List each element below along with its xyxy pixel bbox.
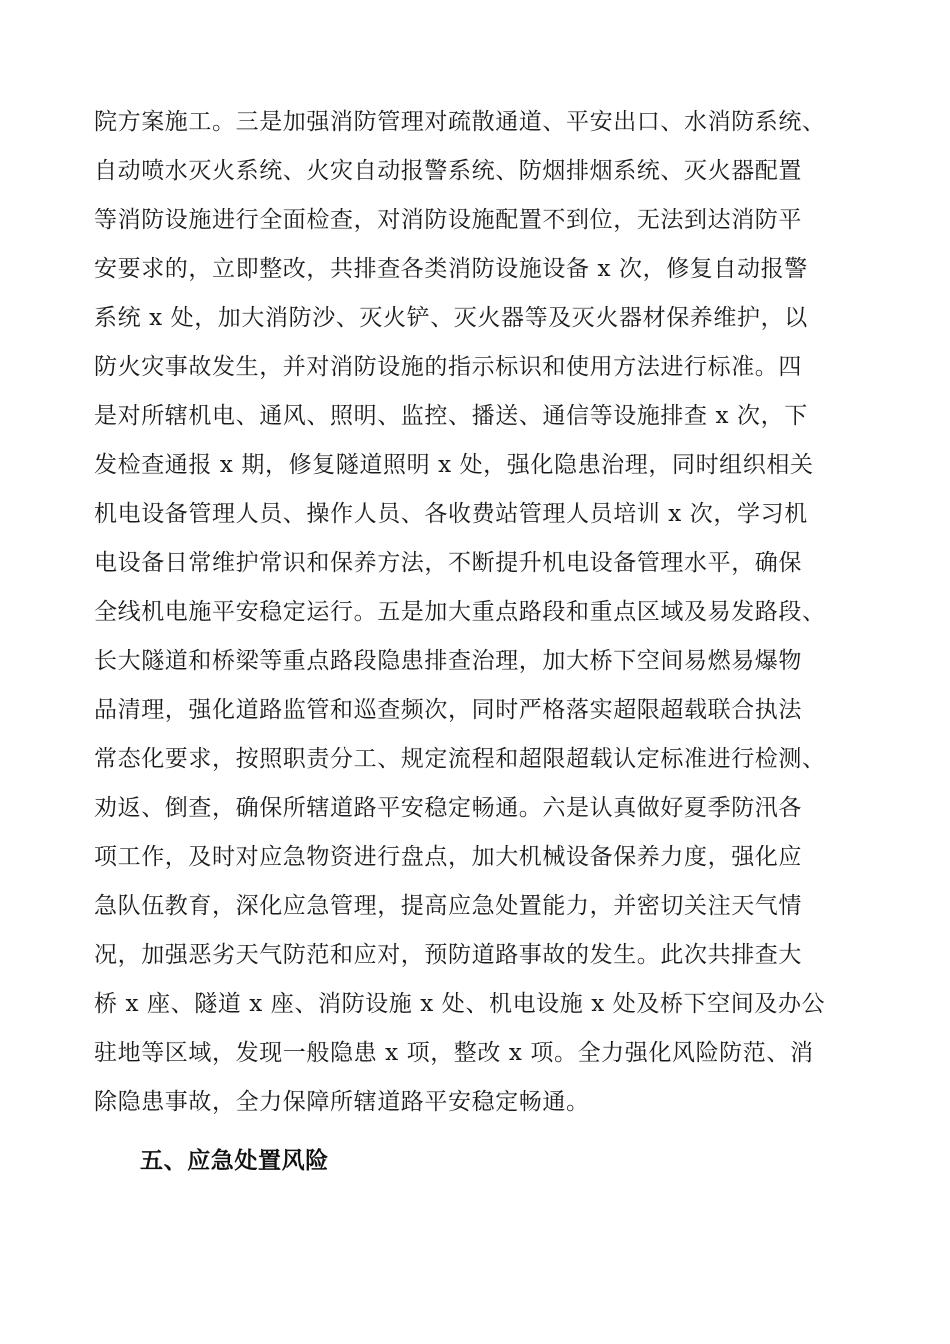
paragraph-line: 防火灾事故发生，并对消防设施的指示标识和使用方法进行标准。四 <box>94 354 802 380</box>
paragraph-line: 系统 x 处，加大消防沙、灭火铲、灭火器等及灭火器材保养维护，以 <box>94 305 808 331</box>
paragraph-line: 品清理，强化道路监管和巡查频次，同时严格落实超限超载联合执法 <box>94 697 802 723</box>
paragraph-line: 急队伍教育，深化应急管理，提高应急处置能力，并密切关注天气情 <box>94 893 802 919</box>
paragraph-line: 况，加强恶劣天气防范和应对，预防道路事故的发生。此次共排查大 <box>94 942 802 968</box>
paragraph-line: 是对所辖机电、通风、照明、监控、播送、通信等设施排查 x 次，下 <box>94 403 808 429</box>
paragraph-line: 机电设备管理人员、操作人员、各收费站管理人员培训 x 次，学习机 <box>94 501 808 527</box>
paragraph-line: 发检查通报 x 期，修复隧道照明 x 处，强化隐患治理，同时组织相关 <box>94 452 814 478</box>
paragraph-line: 桥 x 座、隧道 x 座、消防设施 x 处、机电设施 x 处及桥下空间及办公 <box>94 991 826 1017</box>
paragraph-line: 劝返、倒查，确保所辖道路平安稳定畅通。六是认真做好夏季防汛各 <box>94 795 802 821</box>
paragraph-line: 等消防设施进行全面检查，对消防设施配置不到位，无法到达消防平 <box>94 207 802 233</box>
paragraph-line: 驻地等区域，发现一般隐患 x 项，整改 x 项。全力强化风险防范、消 <box>94 1040 814 1066</box>
paragraph-line: 常态化要求，按照职责分工、规定流程和超限超载认定标准进行检测、 <box>94 746 826 772</box>
paragraph-line: 全线机电施平安稳定运行。五是加大重点路段和重点区域及易发路段、 <box>94 599 826 625</box>
paragraph-line: 院方案施工。三是加强消防管理对疏散通道、平安出口、水消防系统、 <box>94 109 826 135</box>
paragraph-line: 长大隧道和桥梁等重点路段隐患排查治理，加大桥下空间易燃易爆物 <box>94 648 802 674</box>
section-heading: 五、应急处置风险 <box>140 1148 329 1174</box>
paragraph-line: 项工作，及时对应急物资进行盘点，加大机械设备保养力度，强化应 <box>94 844 802 870</box>
paragraph-line: 除隐患事故，全力保障所辖道路平安稳定畅通。 <box>94 1089 590 1115</box>
paragraph-line: 自动喷水灭火系统、火灾自动报警系统、防烟排烟系统、灭火器配置 <box>94 158 802 184</box>
paragraph-line: 安要求的，立即整改，共排查各类消防设施设备 x 次，修复自动报警 <box>94 256 808 282</box>
paragraph-line: 电设备日常维护常识和保养方法，不断提升机电设备管理水平，确保 <box>94 550 802 576</box>
